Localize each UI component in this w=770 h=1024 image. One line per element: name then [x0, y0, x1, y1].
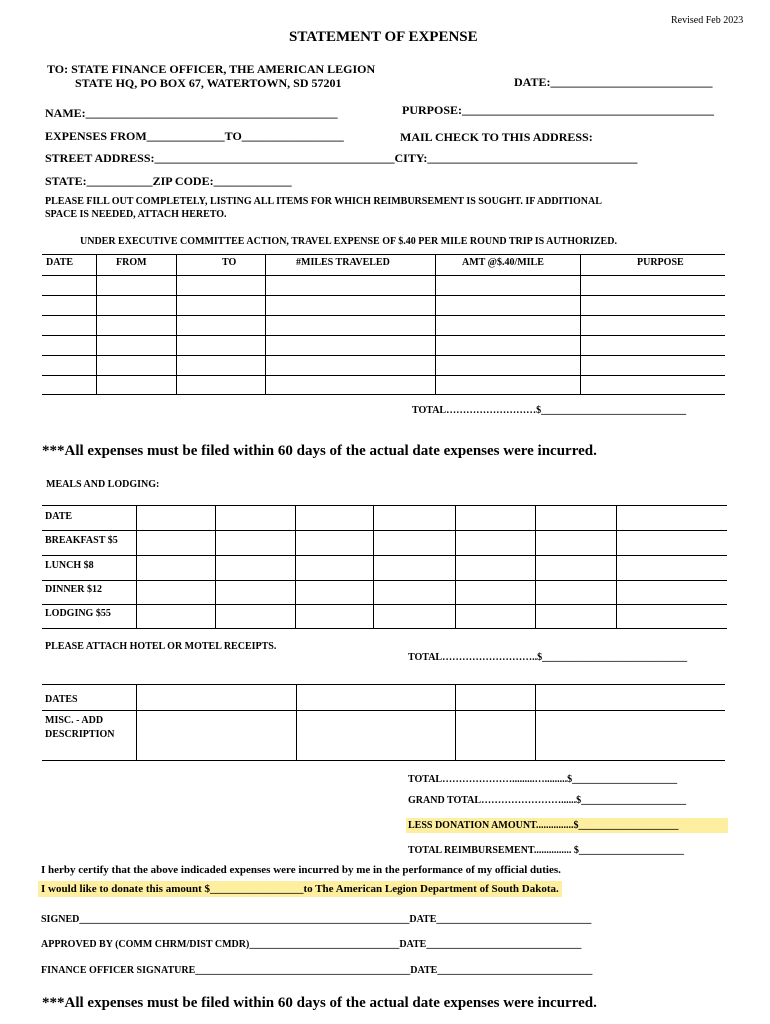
donation-pledge[interactable]: I would like to donate this amount $_________________to The American Legion Department of South Dakota.	[38, 881, 562, 897]
certify-statement: I herby certify that the above indicaded expenses were incurred by me in the performance of my official duties.	[41, 864, 561, 876]
table-row	[42, 375, 725, 376]
instructions-line1: PLEASE FILL OUT COMPLETELY, LISTING ALL ITEMS FOR WHICH REIMBURSEMENT IS SOUGHT. IF ADDITIONAL	[45, 196, 602, 207]
col-header-from: FROM	[116, 257, 147, 268]
finance-officer-signature-line[interactable]: FINANCE OFFICER SIGNATURE___________________________________________DATE_______________________________	[41, 965, 593, 976]
form-title: STATEMENT OF EXPENSE	[289, 29, 478, 45]
meals-title: MEALS AND LODGING:	[46, 479, 160, 490]
travel-total[interactable]: TOTAL………………………$_____________________________	[412, 405, 687, 416]
col-header-amount: AMT @$.40/MILE	[462, 257, 544, 268]
mail-check-label: MAIL CHECK TO THIS ADDRESS:	[400, 130, 593, 144]
less-donation-amount[interactable]: LESS DONATION AMOUNT...............$____________________	[406, 818, 728, 833]
misc-dates-label: DATES	[45, 694, 78, 705]
meals-row-breakfast: BREAKFAST $5	[45, 535, 118, 546]
purpose-field[interactable]: PURPOSE:__________________________________________	[402, 103, 714, 117]
table-row	[42, 355, 725, 356]
meals-total[interactable]: TOTAL………………………..$_____________________________	[408, 652, 688, 663]
misc-total[interactable]: TOTAL………………….........….........$_____________________	[408, 774, 678, 785]
expenses-from-field[interactable]: EXPENSES FROM_____________TO_________________	[45, 129, 344, 143]
to-address-line2: STATE HQ, PO BOX 67, WATERTOWN, SD 57201	[75, 76, 342, 90]
travel-rate-note: UNDER EXECUTIVE COMMITTEE ACTION, TRAVEL EXPENSE OF $.40 PER MILE ROUND TRIP IS AUTHORIZED.	[80, 236, 617, 247]
table-row	[42, 315, 725, 316]
grand-total[interactable]: GRAND TOTAL……………………......$_____________________	[408, 795, 687, 806]
to-address-line1: TO: STATE FINANCE OFFICER, THE AMERICAN LEGION	[47, 62, 376, 76]
col-header-to: TO	[222, 257, 237, 268]
misc-label-line2: DESCRIPTION	[45, 729, 115, 740]
misc-label-line1: MISC. - ADD	[45, 715, 104, 726]
deadline-notice: ***All expenses must be filed within 60 days of the actual date expenses were incurred.	[42, 443, 597, 459]
instructions-line2: SPACE IS NEEDED, ATTACH HERETO.	[45, 209, 227, 220]
street-city-field[interactable]: STREET ADDRESS:________________________________________CITY:___________________________________	[45, 151, 638, 165]
meals-row-date: DATE	[45, 511, 73, 522]
col-header-date: DATE	[46, 257, 74, 268]
signed-line[interactable]: SIGNED__________________________________________________________________DATE_______________________________	[41, 914, 592, 925]
name-field[interactable]: NAME:__________________________________________	[45, 106, 338, 120]
total-reimbursement[interactable]: TOTAL REIMBURSEMENT............... $_____________________	[408, 845, 684, 856]
table-row	[42, 295, 725, 296]
receipts-note: PLEASE ATTACH HOTEL OR MOTEL RECEIPTS.	[45, 641, 277, 652]
meals-row-dinner: DINNER $12	[45, 584, 102, 595]
table-row	[42, 335, 725, 336]
meals-row-lodging: LODGING $55	[45, 608, 111, 619]
date-field[interactable]: DATE:___________________________	[514, 75, 713, 89]
revision-note: Revised Feb 2023	[671, 15, 744, 26]
table-row	[42, 394, 725, 395]
footer-deadline-notice: ***All expenses must be filed within 60 days of the actual date expenses were incurred.	[42, 995, 597, 1011]
col-header-miles: #MILES TRAVELED	[296, 257, 390, 268]
col-header-purpose: PURPOSE	[637, 257, 684, 268]
state-zip-field[interactable]: STATE:___________ZIP CODE:_____________	[45, 174, 292, 188]
meals-row-lunch: LUNCH $8	[45, 560, 94, 571]
approved-by-line[interactable]: APPROVED BY (COMM CHRM/DIST CMDR)______________________________DATE_______________________________	[41, 939, 582, 950]
